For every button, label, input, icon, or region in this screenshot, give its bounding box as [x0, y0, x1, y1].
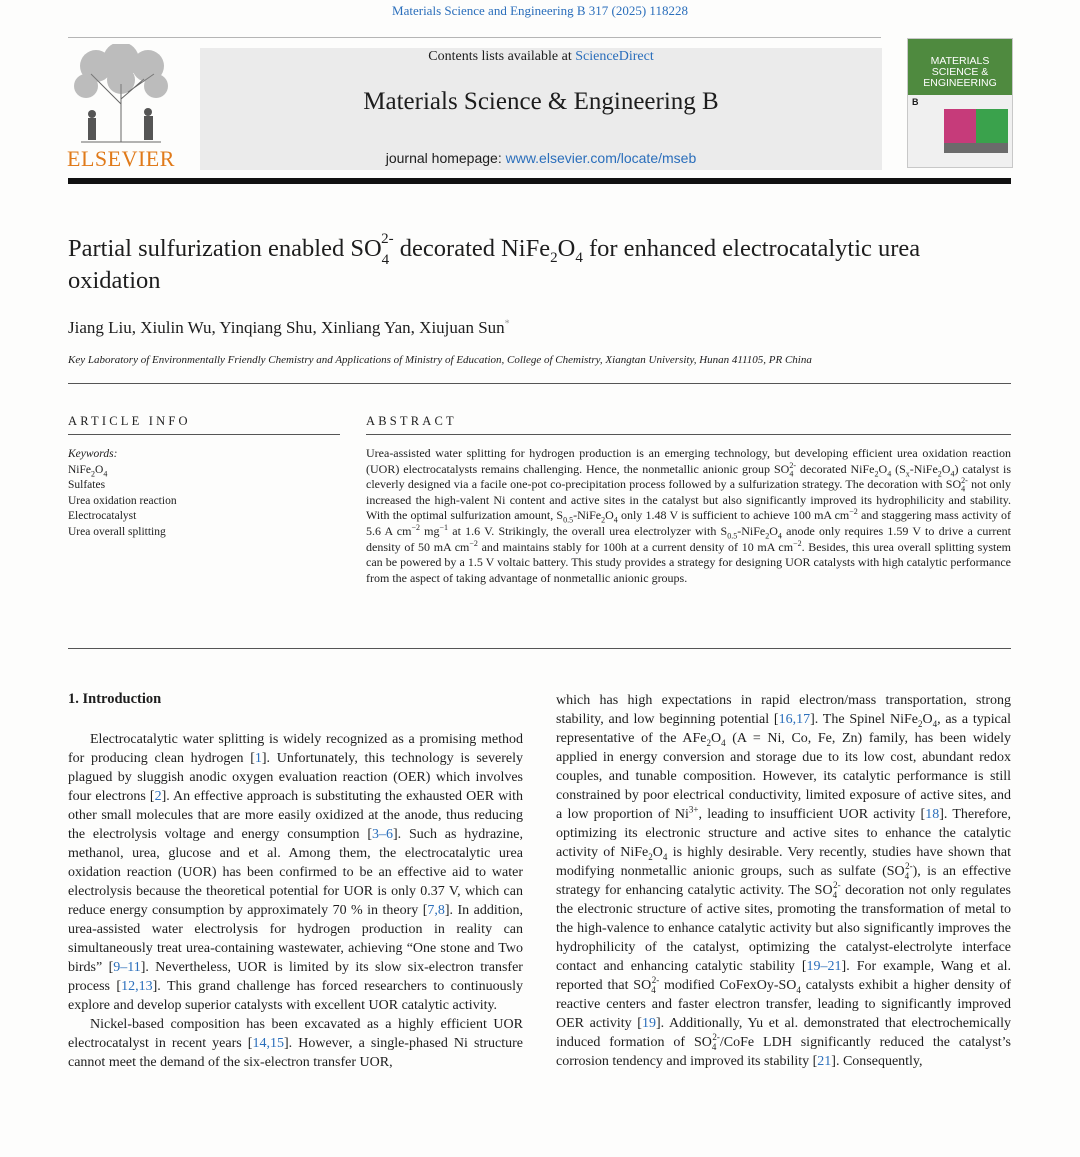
cover-letter: B	[912, 97, 919, 107]
keyword: Urea oxidation reaction	[68, 494, 177, 507]
body-column-right	[556, 691, 1011, 1071]
cover-title-line: MATERIALS	[930, 55, 990, 67]
author-name[interactable]: Xinliang Yan	[320, 318, 411, 337]
title-text: Partial sulfurization enabled SO	[68, 235, 382, 262]
journal-title: Materials Science & Engineering B	[363, 88, 719, 115]
paragraph: which has high expectations in rapid electron/mass transportation, strong stability, and low beginning potential [16,17]. The Spinel $NiFe_2O_4$, as a typical representative of the $AFe_2O_4$ (A = Ni, Co, Fe, Zn) family, has been widely applied in energy conversion and storage due to its low cost, abundant redox couples, and tunable composition. However, its catalytic performance is still constrained by poor electrical conductivity, limited exposure of active sites, and a low proportion of $Ni^{3+}$, leading to insufficient UOR activity [18]. Therefore, optimizing its electronic structure and active sites to enhance the catalytic activity of $NiFe_2O_4$ is highly desirable. Very recently, studies have shown that modifying nonmetallic anionic groups, such as sulfate $(SO_4^{2-})$, is an effective strategy for enhancing catalytic activity. The $SO_4^{2-}$ decoration not only regulates the electronic structure of active sites, promoting the transformation of metal to the high-valence to enhance catalytic activity but also significantly improves the hydrophilicity of the catalyst, optimizing the catalyst-electrolyte interface contact and enhancing catalytic stability [19–21]. For example, Wang et al. reported that $SO_4^{2-}$ modified CoFexOy-$SO_4$ catalysts exhibit a higher density of reactive centers and faster electron transfer, leading to significantly improved OER activity [19]. Additionally, Yu et al. demonstrated that electrochemically induced formation of $SO_4^{2-}$/CoFe LDH significantly reduced the catalyst’s corrosion tendency and improved its stability [21]. Consequently,	[556, 693, 1012, 1069]
section-heading-introduction: 1. Introduction	[68, 691, 162, 707]
body-column-left	[68, 730, 523, 1072]
citation-link[interactable]: 9–11	[113, 960, 141, 975]
citation-link[interactable]: 16,17	[778, 712, 811, 727]
article-info-label: ARTICLE INFO	[68, 414, 191, 428]
masthead-rule	[68, 178, 1011, 184]
keywords-list	[68, 447, 340, 540]
keywords-heading: Keywords:	[68, 448, 118, 460]
journal-cover[interactable]	[907, 38, 1013, 168]
contents-line	[200, 49, 882, 65]
citation-link[interactable]: 18	[925, 807, 940, 822]
citation-link[interactable]: 2	[154, 789, 162, 804]
paragraph: Nickel-based composition has been excavated as a highly efficient UOR electrocatalyst in recent years [14,15]. However, a single-phased Ni structure cannot meet the demand of the six-electron transfer UOR,	[68, 1017, 524, 1070]
running-head[interactable]: Materials Science and Engineering B 317 (2025) 118228	[392, 3, 688, 18]
abstract-text: Urea-assisted water splitting for hydrogen production is an emerging technology, but developing efficient urea oxidation reaction (UOR) electrocatalysts remains challenging. Hence, the nonmetallic anionic group $SO_4^{2-}$ decorated $NiFe_2O_4$ $(S_x-NiFe_2O_4)$ catalyst is cleverly designed via a facile one-pot co-precipitation process followed by a sulfurization strategy. The decoration with $SO_4^{2-}$ not only increased the high-valent Ni content and active sites in the catalyst but also significantly improved its hydrophilicity and stability. With the optimal sulfurization amount, $S_{0.5}-NiFe_2O_4$ only 1.48 V is sufficient to achieve 100 mA $cm^{-2}$ and staggering mass activity of 5.6 A $cm^{-2}$ $mg^{-1}$ at 1.6 V. Strikingly, the overall urea electrolyzer with $S_{0.5}-NiFe_2O_4$ anode only requires 1.59 V to drive a current density of 50 mA $cm^{-2}$ and maintains stably for 100h at a current density of 10 mA $cm^{-2}$. Besides, this urea overall splitting system can be powered by a 1.5 V voltaic battery. This study provides a strategy for designing UOR catalysts with high catalytic performance from the aspect of taking advantage of nonmetallic anionic groups.	[366, 446, 1012, 585]
elsevier-wordmark: ELSEVIER	[67, 146, 175, 171]
citation-link[interactable]: 3–6	[372, 827, 394, 842]
cover-title-line: SCIENCE &	[931, 66, 989, 78]
keyword: Electrocatalyst	[68, 510, 137, 522]
rule	[68, 383, 1011, 384]
cover-title	[908, 56, 1012, 89]
paragraph: Electrocatalytic water splitting is widely recognized as a promising method for producing clean hydrogen [1]. Unfortunately, this technology is severely plagued by sluggish anodic oxygen evaluation reaction (OER) which involves four electrons [2]. An effective approach is substituting the exhausted OER with other small molecules that are more easily oxidized at the anode, thus reducing the electrolysis voltage and energy consumption [3–6]. Such as hydrazine, methanol, urea, glucose and et al. Among them, the electrocatalytic urea oxidation reaction (UOR) has been confirmed to be an effective aid to water electrolysis because the theoretical potential for UOR is only 0.37 V, which can reduce energy consumption by approximately 70 % in theory [7,8]. In addition, urea-assisted water electrolysis for hydrogen production in reality can simultaneously treat urea-containing wastewater, achieving “One stone and Two birds” [9–11]. Nevertheless, UOR is limited by its slow six-electron transfer process [12,13]. This grand challenge has forced researchers to continuously explore and develop superior catalysts with excellent UOR catalytic activity.	[68, 732, 523, 1013]
homepage-prefix: journal homepage:	[385, 150, 506, 166]
citation-link[interactable]: 21	[817, 1054, 832, 1069]
rule	[68, 434, 340, 435]
citation-link[interactable]: 7,8	[427, 903, 445, 918]
citation-link[interactable]: 19–21	[806, 959, 842, 974]
rule	[366, 434, 1011, 435]
rule	[68, 648, 1011, 649]
author-name[interactable]: Xiulin Wu	[140, 318, 212, 337]
cover-image-magenta	[944, 109, 976, 143]
cover-image-green	[976, 109, 1008, 143]
author-name[interactable]: Jiang Liu	[68, 318, 132, 337]
homepage-line	[200, 150, 882, 166]
abstract-label: ABSTRACT	[366, 414, 457, 428]
affiliation: Key Laboratory of Environmentally Friendly Chemistry and Applications of Ministry of Education, College of Chemistry, Xiangtan University, Hunan 411105, PR China	[68, 354, 812, 366]
cover-image-strip	[944, 143, 1008, 153]
cover-title-line: ENGINEERING	[923, 77, 997, 89]
keyword: $NiFe_2O_4$	[68, 463, 108, 478]
title-text: decorated NiFe	[393, 235, 551, 262]
citation-link[interactable]: 12,13	[121, 979, 153, 994]
keyword: Sulfates	[68, 479, 106, 491]
author-name[interactable]: Xiujuan Sun	[419, 318, 505, 337]
contents-prefix: Contents lists available at	[428, 49, 576, 64]
author-name[interactable]: Yinqiang Shu	[219, 318, 313, 337]
keyword: Urea overall splitting	[68, 525, 166, 538]
article-title: Partial sulfurization enabled $SO_4^{2-}$ decorated $NiFe_2O_4$ for enhanced electrocatalytic urea oxidation	[68, 230, 921, 294]
author-list: Jiang Liu, Xiulin Wu, Yinqiang Shu, Xinliang Yan, Xiujuan Sun*	[68, 318, 510, 337]
sciencedirect-link[interactable]: ScienceDirect	[575, 49, 654, 64]
title-text: O	[557, 235, 576, 262]
citation-link[interactable]: 19	[641, 1016, 656, 1031]
homepage-link[interactable]: www.elsevier.com/locate/mseb	[505, 150, 697, 166]
top-rule	[68, 37, 881, 38]
title-text: for enhanced electrocatalytic urea oxidation	[68, 235, 921, 294]
citation-link[interactable]: 14,15	[252, 1036, 284, 1051]
citation-link[interactable]: 1	[254, 751, 262, 766]
corresponding-author-mark[interactable]: *	[504, 318, 510, 330]
